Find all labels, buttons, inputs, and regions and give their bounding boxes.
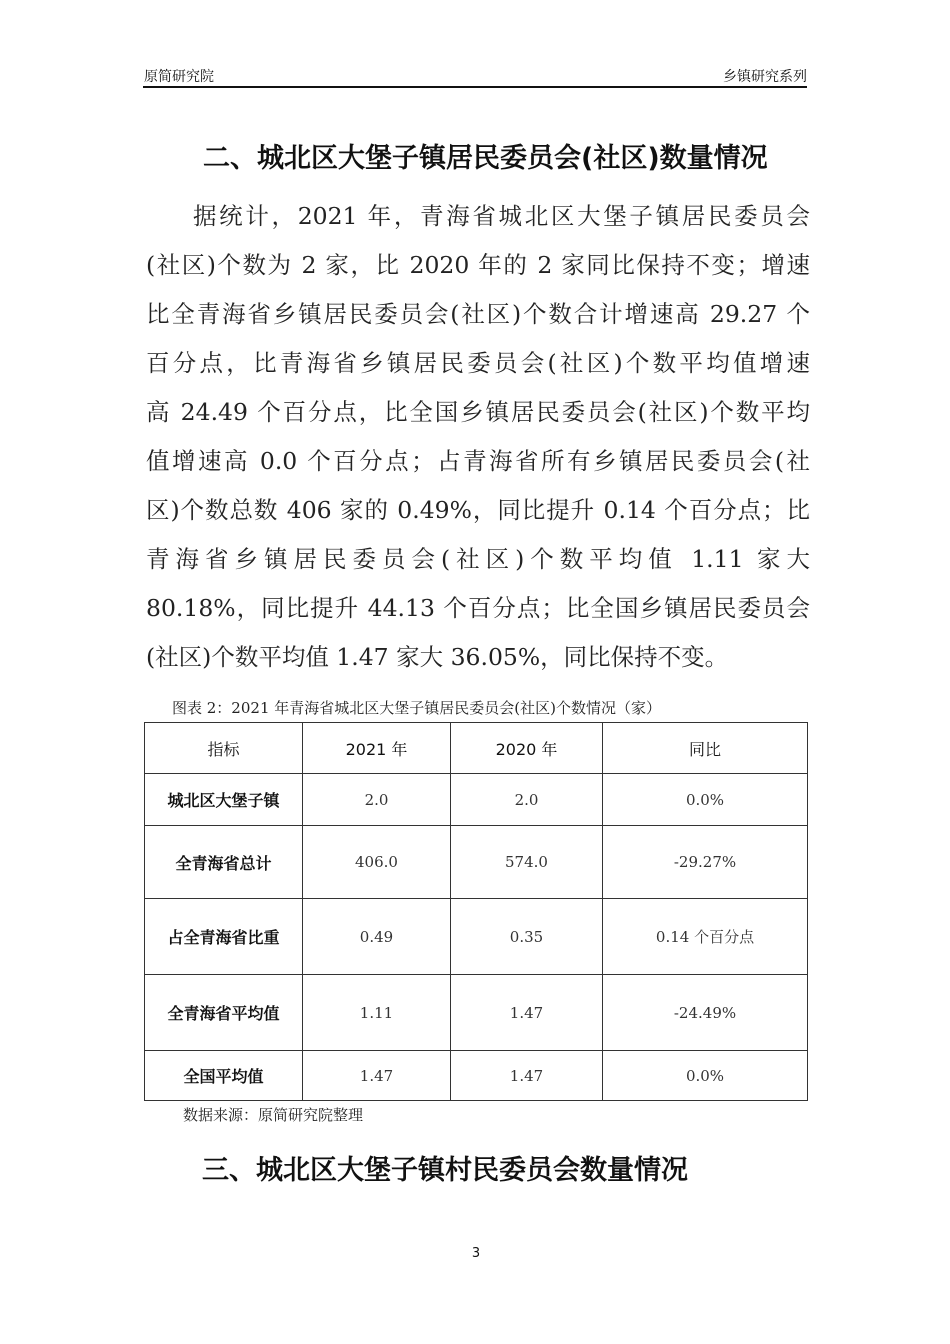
page-header [143,64,807,88]
section-title-residents-committee: 二、城北区大堡子镇居民委员会(社区)数量情况 [203,143,768,174]
cell-2021: 406.0 [303,826,451,899]
paragraph-line: 高 24.49 个百分点，比全国乡镇居民委员会(社区)个数平均 [146,398,810,426]
cell-2020: 0.35 [451,899,603,975]
row-label: 全国平均值 [145,1051,303,1101]
table-caption: 图表 2：2021 年青海省城北区大堡子镇居民委员会(社区)个数情况（家） [172,699,661,717]
statistics-paragraph [146,192,810,682]
paragraph-line: 百分点，比青海省乡镇居民委员会(社区)个数平均值增速 [146,349,810,377]
paragraph-line: 比全青海省乡镇居民委员会(社区)个数合计增速高 29.27 个 [146,300,810,328]
cell-2020: 574.0 [451,826,603,899]
page-number: 3 [471,1246,481,1261]
column-header-indicator: 指标 [145,723,303,774]
cell-2020: 1.47 [451,975,603,1051]
cell-2021: 1.47 [303,1051,451,1101]
cell-2021: 1.11 [303,975,451,1051]
header-series-name: 乡镇研究系列 [723,69,807,85]
column-header-2020: 2020 年 [451,723,603,774]
table-row [145,774,808,826]
section-title-villagers-committee: 三、城北区大堡子镇村民委员会数量情况 [202,1155,688,1186]
cell-yoy: 0.0% [603,774,808,826]
table-row [145,899,808,975]
table-row [145,1051,808,1101]
cell-yoy: -29.27% [603,826,808,899]
row-label: 全青海省平均值 [145,975,303,1051]
cell-yoy: -24.49% [603,975,808,1051]
residents-committee-table [144,722,808,1101]
data-source-note: 数据来源：原简研究院整理 [183,1106,364,1124]
paragraph-line: (社区)个数为 2 家，比 2020 年的 2 家同比保持不变；增速 [146,251,810,279]
header-org-name: 原简研究院 [144,69,214,85]
cell-2021: 0.49 [303,899,451,975]
column-header-2021: 2021 年 [303,723,451,774]
paragraph-line: 青海省乡镇居民委员会(社区)个数平均值 1.11 家大 [146,545,810,573]
cell-2020: 2.0 [451,774,603,826]
paragraph-line: 据统计，2021 年，青海省城北区大堡子镇居民委员会 [193,202,810,230]
cell-2020: 1.47 [451,1051,603,1101]
cell-2021: 2.0 [303,774,451,826]
table-row [145,975,808,1051]
paragraph-line: 区)个数总数 406 家的 0.49%，同比提升 0.14 个百分点；比 [146,496,810,524]
row-label: 占全青海省比重 [145,899,303,975]
table-row [145,826,808,899]
column-header-yoy: 同比 [603,723,808,774]
paragraph-line: 值增速高 0.0 个百分点；占青海省所有乡镇居民委员会(社 [146,447,810,475]
row-label: 城北区大堡子镇 [145,774,303,826]
cell-yoy: 0.14 个百分点 [603,899,808,975]
row-label: 全青海省总计 [145,826,303,899]
table-header-row [145,723,808,774]
paragraph-line: 80.18%，同比提升 44.13 个百分点；比全国乡镇居民委员会 [146,594,810,622]
cell-yoy: 0.0% [603,1051,808,1101]
paragraph-line: (社区)个数平均值 1.47 家大 36.05%，同比保持不变。 [146,643,729,671]
